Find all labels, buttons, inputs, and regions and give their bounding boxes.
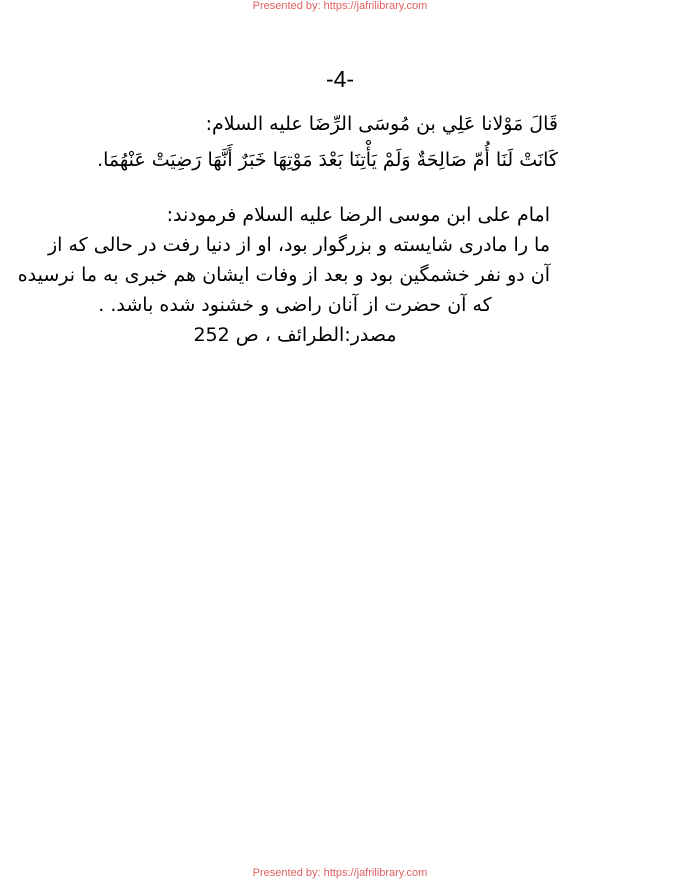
watermark-bottom: Presented by: https://jafrilibrary.com (252, 867, 428, 879)
persian-translation-block (17, 200, 550, 350)
arabic-hadith-block (78, 106, 558, 178)
persian-translation-line: ما را مادرى شايسته و بزرگوار بود، او از دنيا رفت در حالى كه از (47, 234, 550, 256)
source-citation: مصدر:الطرائف ، ص 252 (193, 324, 397, 346)
page-number: -4- (325, 66, 355, 92)
watermark-top: Presented by: https://jafrilibrary.com (252, 0, 428, 12)
arabic-hadith-text: كَانَتْ لَنَا أُمّ صَالِحَةٌ وَلَمْ يَأْتِنَا بَعْدَ مَوْتِهَا خَبَرٌ أَنَّهَا رَضِيَتْ عَنْهُمَا. (97, 149, 558, 171)
arabic-hadith-intro: قَالَ مَوْلانا عَلِي بن مُوسَى الرِّضَا عليه السلام: (205, 113, 558, 135)
persian-translation-line: آن دو نفر خشمگين بود و بعد از وفات ايشان هم خبرى به ما نرسيده (17, 264, 550, 286)
persian-translation-line: كه آن حضرت از آنان راضى و خشنود شده باشد. . (98, 294, 492, 316)
persian-intro: امام على ابن موسى الرضا عليه السلام فرمودند: (166, 204, 550, 226)
